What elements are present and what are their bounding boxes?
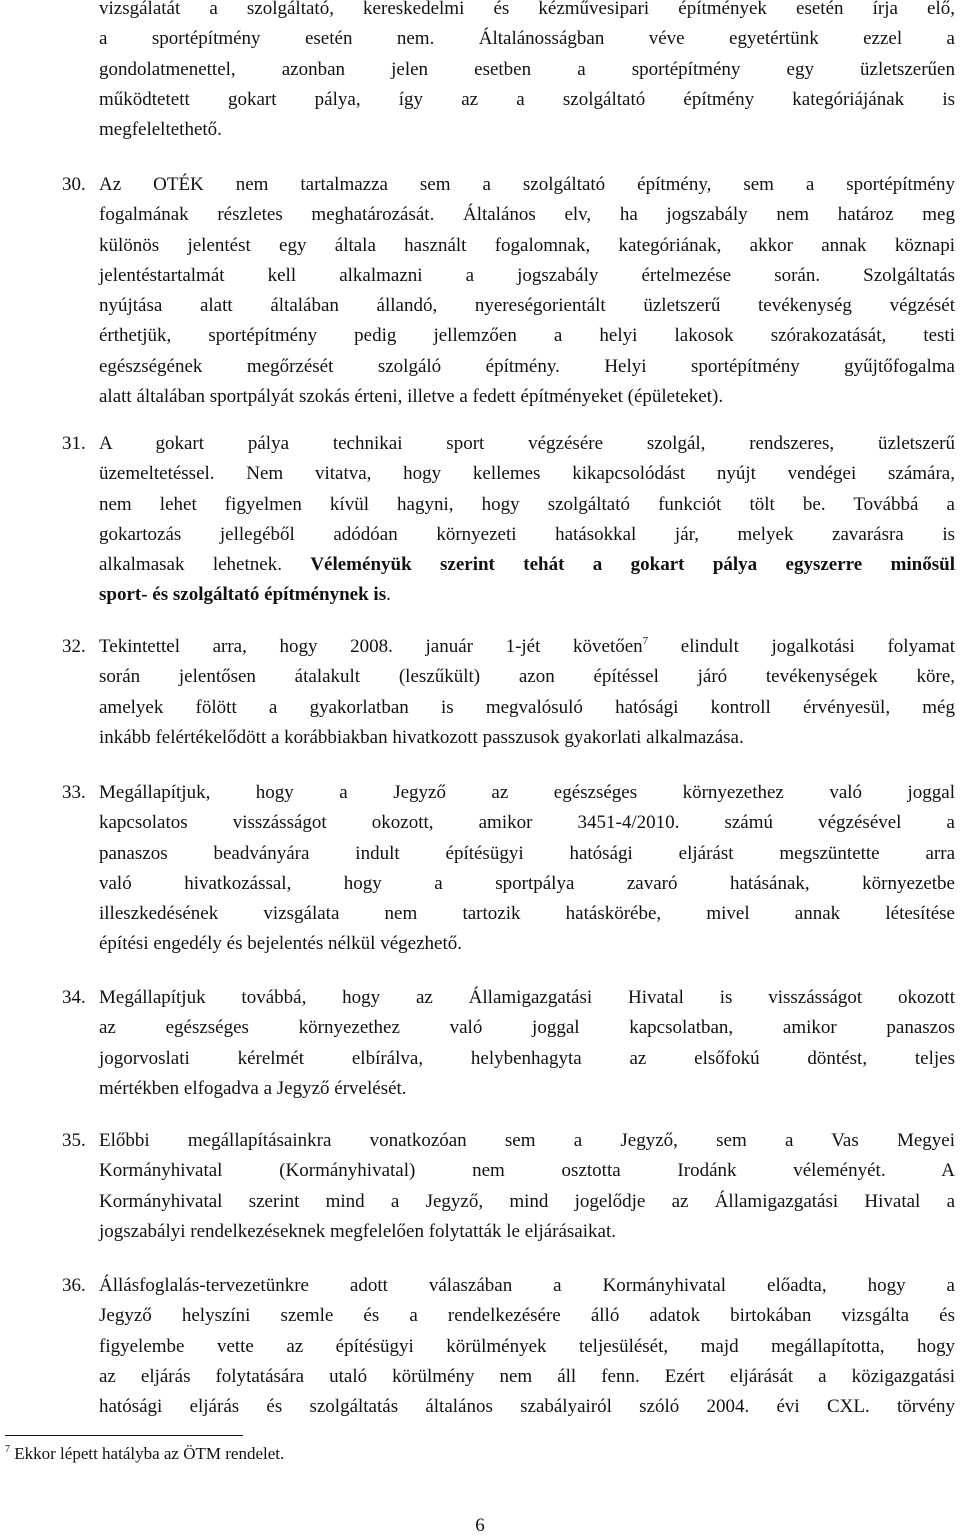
- page-number: 6: [475, 1515, 485, 1536]
- text-run: alkalmasak lehetnek.: [99, 554, 311, 576]
- text-line: működtetett gokart pálya, így az a szolgáltató építmény kategóriájának is: [99, 88, 955, 110]
- text-line: Az OTÉK nem tartalmazza sem a szolgáltató építmény, sem a sportépítmény: [99, 174, 955, 195]
- footnote-marker: 7: [5, 1444, 10, 1455]
- text-line: nem lehet figyelmen kívül hagyni, hogy szolgáltató funkciót tölt be. Továbbá a: [99, 493, 955, 515]
- footnote-reference[interactable]: 7: [642, 635, 649, 647]
- text-line: jogorvoslati kérelmét elbírálva, helybenhagyta az elsőfokú döntést, teljes: [99, 1047, 955, 1069]
- paragraph-number: 31.: [62, 433, 86, 454]
- paragraph-34: [62, 983, 955, 1104]
- text-line: során jelentősen átalakult (leszűkült) azon építéssel járó tevékenységek köre,: [99, 666, 955, 688]
- text-line: különös jelentést egy általa használt fogalomnak, kategóriának, akkor annak köznapi: [99, 234, 955, 256]
- text-line: [99, 580, 955, 610]
- text-line: való hivatkozással, hogy a sportpálya zavaró hatásának, környezetbe: [99, 872, 955, 894]
- paragraph-35: [62, 1126, 955, 1247]
- text-run: elindult jogalkotási folyamat: [648, 636, 955, 657]
- text-line: Megállapítjuk továbbá, hogy az Államigazgatási Hivatal is visszásságot okozott: [99, 987, 955, 1008]
- text-line: gokartozás jellegéből adódóan környezeti hatásokkal jár, melyek zavarásra is: [99, 523, 955, 545]
- text-line: vizsgálatát a szolgáltató, kereskedelmi és kézművesipari építmények esetén írja elő,: [99, 0, 955, 19]
- text-line: Állásfoglalás-tervezetünkre adott válaszában a Kormányhivatal előadta, hogy a: [99, 1275, 955, 1296]
- text-line: illeszkedésének vizsgálata nem tartozik hatáskörébe, mivel annak létesítése: [99, 903, 955, 925]
- paragraph-32: [62, 632, 955, 753]
- text-line: Jegyző helyszíni szemle és a rendelkezésére álló adatok birtokában vizsgálta és: [99, 1305, 955, 1327]
- text-line: megfeleltethető.: [99, 119, 222, 141]
- text-line: mértékben elfogadva a Jegyző érvelését.: [99, 1077, 407, 1099]
- paragraph-number: 33.: [62, 782, 86, 803]
- paragraph-30: [62, 170, 955, 412]
- bold-conclusion: Véleményük szerint tehát a gokart pálya egyszerre minősül: [310, 554, 955, 576]
- text-line: érthetjük, sportépítmény pedig jellemzően a helyi lakosok szórakozatását, testi: [99, 325, 955, 347]
- paragraph-number: 35.: [62, 1130, 86, 1151]
- text-line: [99, 550, 955, 580]
- text-line: nyújtása alatt általában állandó, nyereségorientált üzletszerű tevékenység végzését: [99, 295, 955, 317]
- paragraph-29-continuation: [62, 0, 955, 145]
- text-line: Kormányhivatal szerint mind a Jegyző, mind jogelődje az Államigazgatási Hivatal a: [99, 1190, 955, 1212]
- text-line: jogszabályi rendelkezéseknek megfelelően folytatták le eljárásaikat.: [99, 1220, 616, 1242]
- text-line: építési engedély és bejelentés nélkül végezhető.: [99, 933, 462, 955]
- text-run: Tekintettel arra, hogy 2008. január 1-jét követően: [99, 636, 643, 657]
- text-line: amelyek fölött a gyakorlatban is megvalósuló hatósági kontroll érvényesül, még: [99, 696, 955, 718]
- text-line: Megállapítjuk, hogy a Jegyző az egészséges környezethez való joggal: [99, 782, 955, 803]
- paragraph-33: [62, 778, 955, 960]
- footnote-text: Ekkor lépett hatályba az ÖTM rendelet.: [10, 1444, 285, 1463]
- text-line: alatt általában sportpályát szokás érteni, illetve a fedett építményeket (épületeket).: [99, 386, 724, 408]
- text-line: üzemeltetéssel. Nem vitatva, hogy kellemes kikapcsolódást nyújt vendégei számára,: [99, 463, 955, 485]
- text-line: Előbbi megállapításainkra vonatkozóan sem a Jegyző, sem a Vas Megyei: [99, 1130, 955, 1151]
- text-line: fogalmának részletes meghatározását. Általános elv, ha jogszabály nem határoz meg: [99, 204, 955, 226]
- text-line: kapcsolatos visszásságot okozott, amikor 3451-4/2010. számú végzésével a: [99, 812, 955, 834]
- text-line: hatósági eljárás és szolgáltatás általános szabályairól szóló 2004. évi CXL. törvény: [99, 1396, 955, 1418]
- text-line: Kormányhivatal (Kormányhivatal) nem osztotta Irodánk véleményét. A: [99, 1160, 955, 1182]
- text-line: egészségének megőrzését szolgáló építmény. Helyi sportépítmény gyűjtőfogalma: [99, 355, 955, 377]
- footnote: [5, 1443, 284, 1465]
- paragraph-number: 34.: [62, 987, 86, 1008]
- text-line: a sportépítmény esetén nem. Általánosságban véve egyetértünk ezzel a: [99, 28, 955, 50]
- text-line: az egészséges környezethez való joggal kapcsolatban, amikor panaszos: [99, 1017, 955, 1039]
- paragraph-36: [62, 1271, 955, 1422]
- paragraph-number: 30.: [62, 174, 86, 195]
- text-line: az eljárás folytatására utaló körülmény nem áll fenn. Ezért eljárását a közigazgatási: [99, 1365, 955, 1387]
- text-line: gondolatmenettel, azonban jelen esetben a sportépítmény egy üzletszerűen: [99, 58, 955, 80]
- footnote-separator: [5, 1435, 243, 1436]
- text-run: .: [386, 584, 391, 606]
- paragraph-31: [62, 429, 955, 611]
- text-line: panaszos beadványára indult építésügyi hatósági eljárást megszüntette arra: [99, 842, 955, 864]
- bold-conclusion: sport- és szolgáltató építménynek is: [99, 584, 387, 606]
- paragraph-number: 36.: [62, 1275, 86, 1296]
- paragraph-number: 32.: [62, 636, 86, 657]
- text-line: inkább felértékelődött a korábbiakban hivatkozott passzusok gyakorlati alkalmazása.: [99, 726, 744, 748]
- text-line: A gokart pálya technikai sport végzésére szolgál, rendszeres, üzletszerű: [99, 433, 955, 454]
- text-line: jelentéstartalmát kell alkalmazni a jogszabály értelmezése során. Szolgáltatás: [99, 264, 955, 286]
- text-line: [99, 632, 955, 662]
- text-line: figyelembe vette az építésügyi körülmények teljesülését, majd megállapította, hogy: [99, 1335, 955, 1357]
